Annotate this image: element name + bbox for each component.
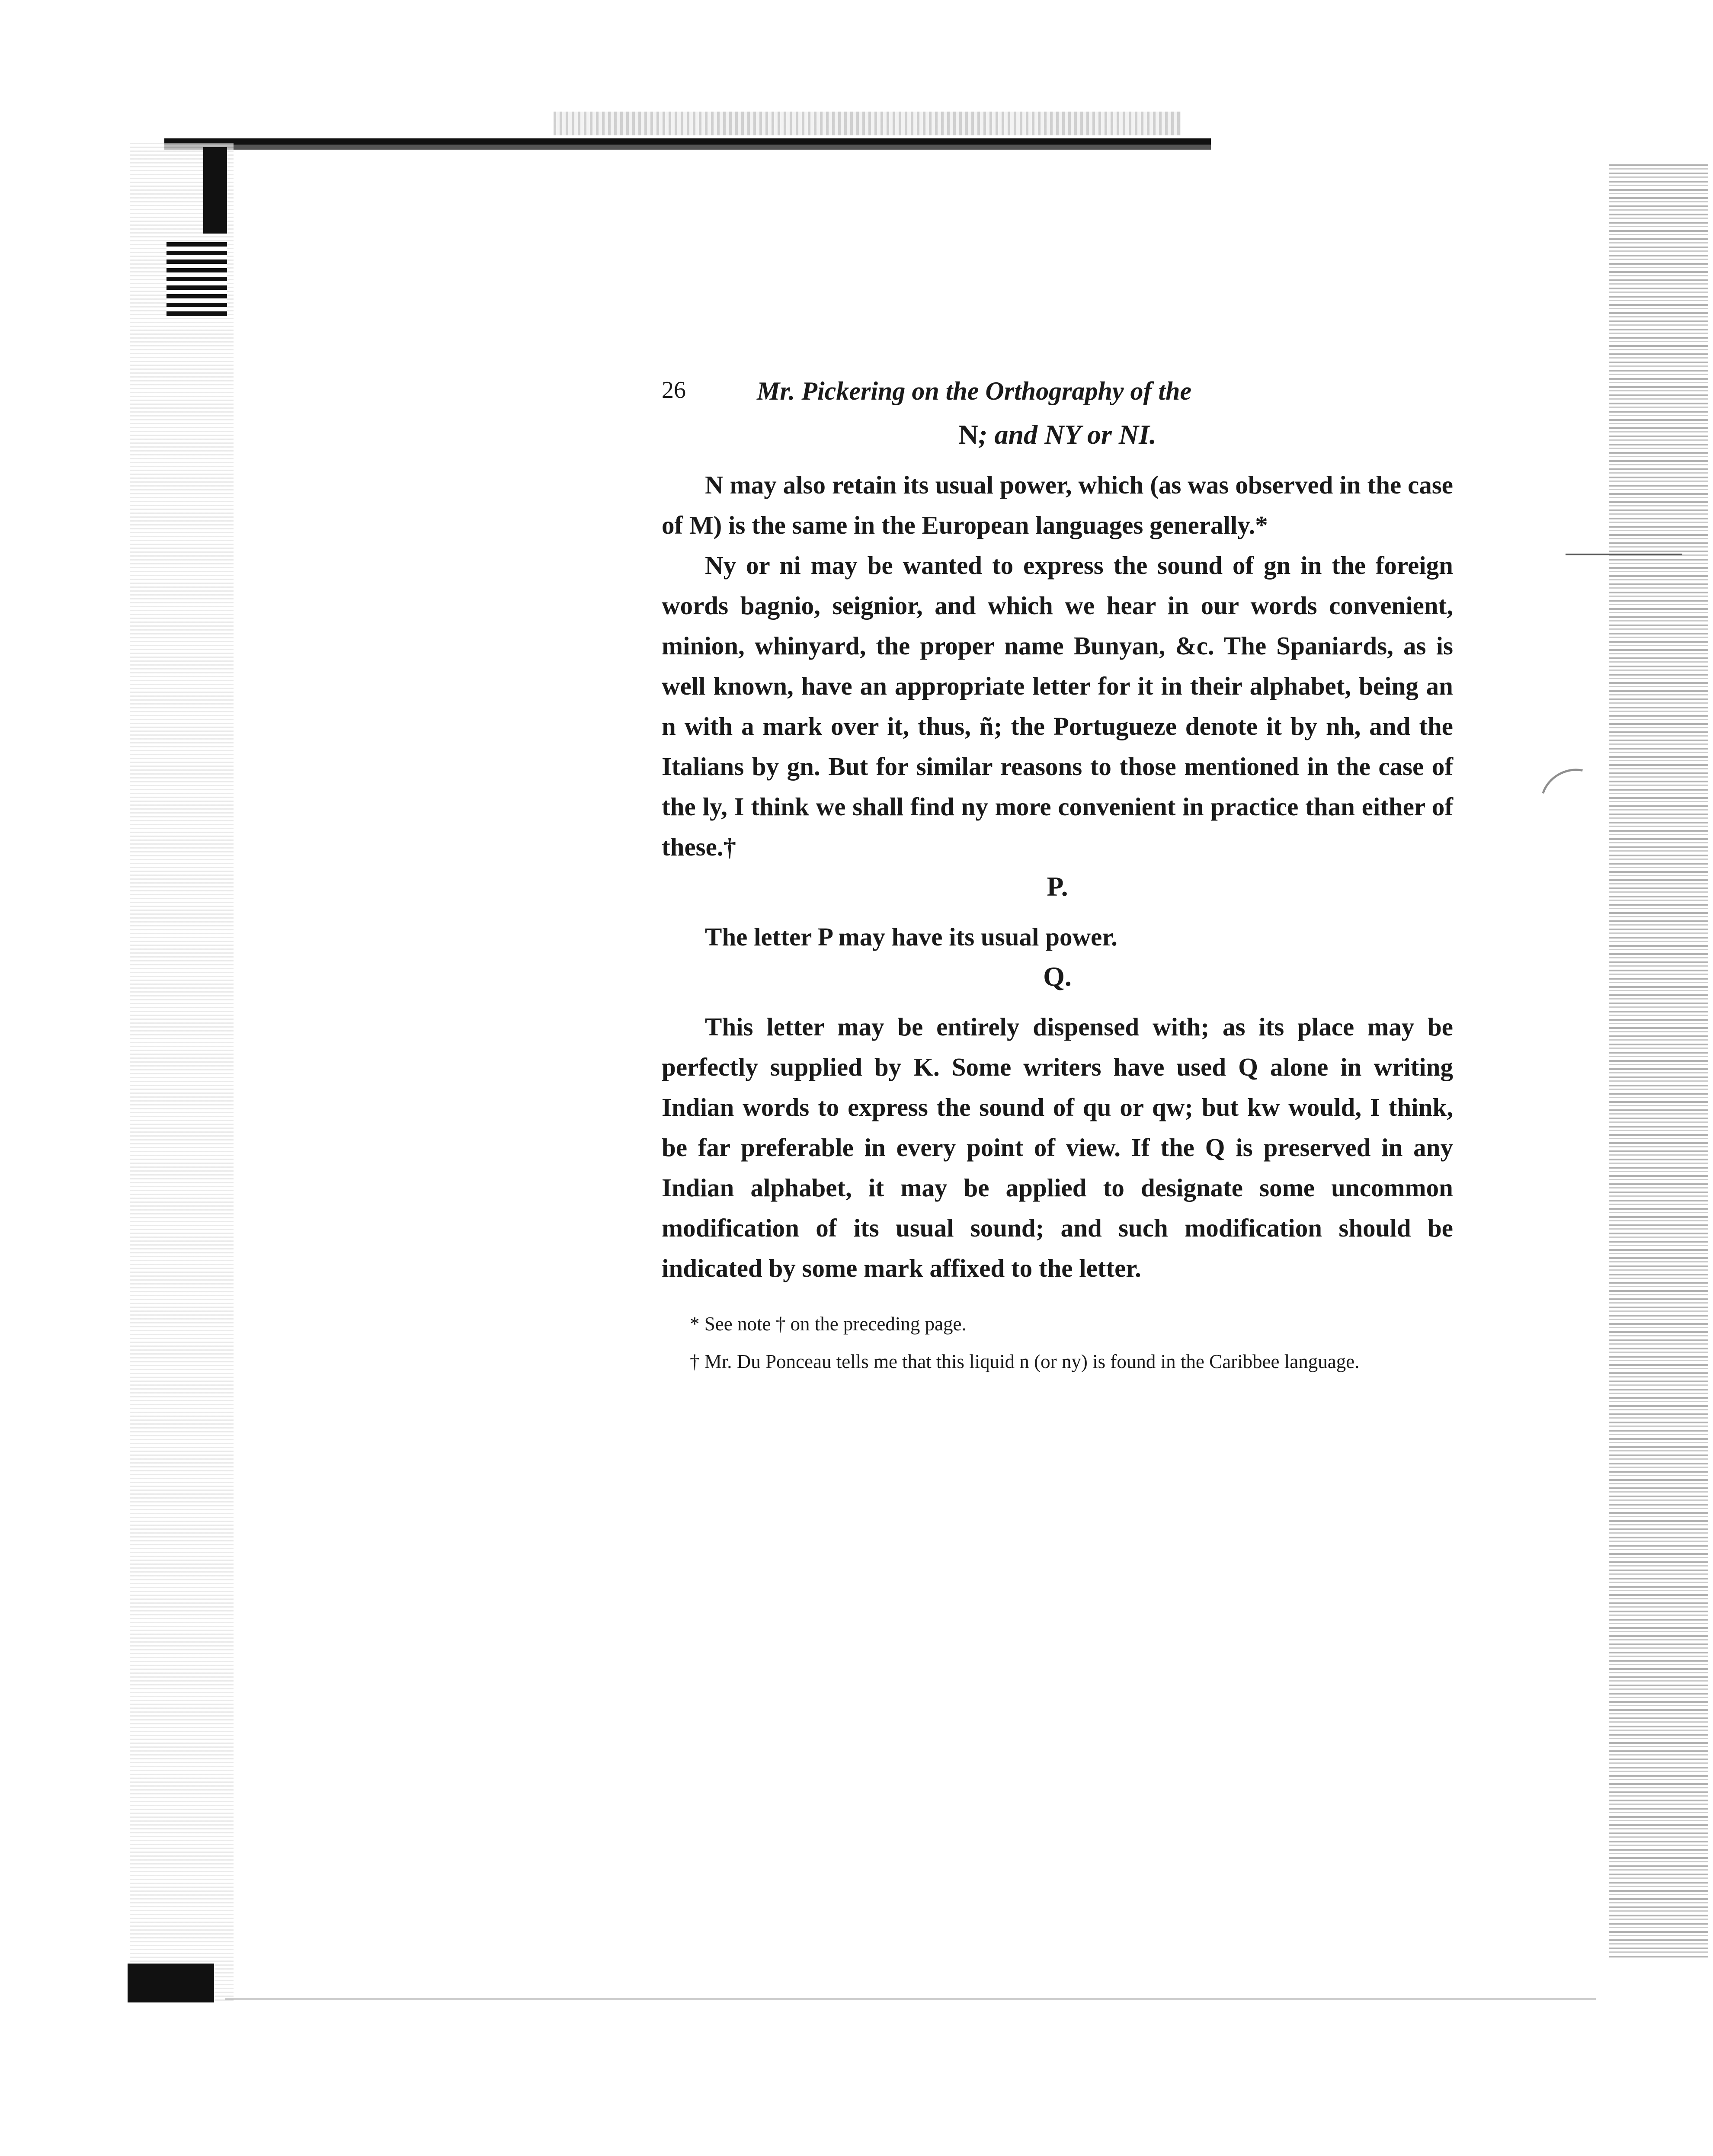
section-heading-rest: ; and NY or NI. [978,419,1157,450]
scan-edge-right [1609,164,1708,1959]
footnote: * See note † on the preceding page. [690,1313,967,1335]
section-heading: P. [1047,871,1068,902]
margin-pencil-line [1566,554,1682,555]
paragraph: Ny or ni may be wanted to express the sound of gn in the foreign words bagnio, seignior, and which we hear in our words convenient, minion, whinyard, the proper name Bunyan, &c. The Spaniards, as is well known, have an appropriate letter for it in their alphabet, being an n with a mark over it, thus, ñ; the Portugueze denote it by nh, and the Italians by gn. But for similar reasons to those mentioned in the case of the ly, I think we shall find ny more convenient in practice than either of these.† [662,551,1453,861]
scan-edge-bottom [225,1998,1596,2000]
page-number: 26 [662,377,686,404]
scan-corner-bottom-left [128,1964,214,2002]
paragraph: N may also retain its usual power, which (as was observed in the case of M) is the same in the European languages generally.* [662,471,1453,539]
margin-pencil-mark [1530,757,1614,839]
paragraph: The letter P may have its usual power. [705,923,1117,951]
running-head [662,368,1453,415]
footnote: † Mr. Du Ponceau tells me that this liquid n (or ny) is found in the Caribbee language. [690,1351,1360,1372]
paragraph: This letter may be entirely dispensed with; as its place may be perfectly supplied by K. Some writers have used Q alone in writing Indian words to express the sound of qu or qw; but kw would, I think, be far preferable in every point of view. If the Q is preserved in any Indian alphabet, it may be applied to designate some uncommon modification of its usual sound; and such modification should be indicated by some mark affixed to the letter. [662,1012,1453,1282]
running-title: Mr. Pickering on the Orthography of the [757,377,1192,405]
section-p [662,867,1453,957]
scan-corner-top-left [203,147,227,234]
section-heading [662,415,1453,454]
page-content [662,368,1453,1383]
section-heading-main: N [958,419,979,450]
section-n [662,415,1453,867]
scan-noise-top [554,112,1181,135]
scan-edge-top [164,138,1211,150]
scan-binding-marks [166,242,227,316]
section-q [662,957,1453,1288]
scan-edge-left [130,143,234,2002]
footnotes [662,1308,1453,1378]
section-heading: Q. [1043,961,1072,992]
